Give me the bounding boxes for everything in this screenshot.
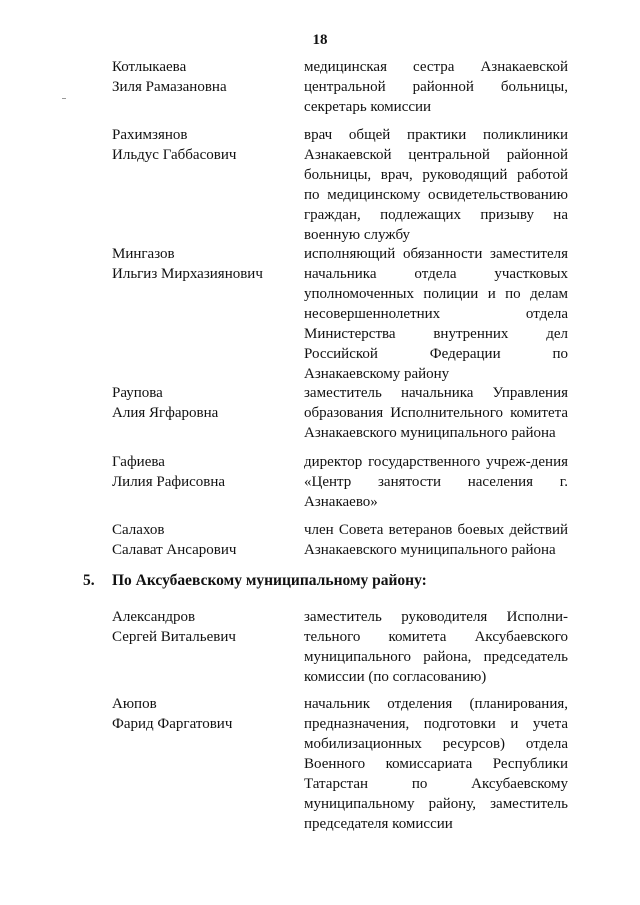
commission-member-entry [112, 520, 568, 560]
member-surname: Салахов [112, 522, 165, 538]
member-surname: Аюпов [112, 696, 157, 712]
commission-member-entry [112, 694, 568, 834]
member-surname: Котлыкаева [112, 59, 187, 75]
commission-member-entry [112, 383, 568, 443]
commission-member-entry [112, 125, 568, 245]
member-given-name: Сергей Витальевич [112, 629, 236, 645]
member-role: исполняющий обязанности заместителя начальника отдела участковых уполномоченных полиции и по делам несовершеннолетних отдела Министерства внутренних дел Российской Федерации по Азнакаевскому району [304, 246, 568, 382]
member-name [112, 452, 304, 512]
member-name [112, 57, 304, 117]
commission-member-entry [112, 452, 568, 512]
member-surname: Александров [112, 609, 196, 625]
section-heading [83, 572, 427, 590]
commission-member-entry [112, 244, 568, 384]
member-role: медицинская сестра Азнакаевской центральной районной больницы, секретарь комиссии [304, 59, 568, 115]
section-number: 5. [83, 572, 95, 589]
member-role: врач общей практики поликлиники Азнакаевской центральной районной больницы, врач, руководящий работой по медицинскому освидетельствованию граждан, подлежащих призыву на военную службу [304, 127, 568, 243]
member-name [112, 125, 304, 245]
member-given-name: Лилия Рафисовна [112, 474, 226, 490]
member-role: заместитель начальника Управления образования Исполнительного комитета Азнакаевского муниципального района [304, 385, 568, 441]
member-name [112, 607, 304, 687]
margin-mark [62, 98, 66, 99]
member-role: заместитель руководителя Исполни-тельного комитета Аксубаевского муниципального района, председатель комиссии (по согласованию) [304, 609, 568, 685]
section-title: По Аксубаевскому муниципальному району: [112, 572, 427, 589]
member-name [112, 383, 304, 443]
member-given-name: Зиля Рамазановна [112, 79, 227, 95]
member-role: директор государственного учреж-дения «Центр занятости населения г. Азнакаево» [304, 454, 568, 510]
member-given-name: Ильдус Габбасович [112, 147, 237, 163]
member-given-name: Алия Ягфаровна [112, 405, 219, 421]
page-number: 18 [312, 32, 328, 48]
member-given-name: Фарид Фаргатович [112, 716, 233, 732]
member-role: начальник отделения (планирования, предназначения, подготовки и учета мобилизационных ресурсов) отдела Военного комиссариата Республики Татарстан по Аксубаевскому муниципальному району, заместитель председателя комиссии [304, 696, 568, 832]
member-given-name: Салават Ансарович [112, 542, 237, 558]
member-surname: Раупова [112, 385, 163, 401]
member-name [112, 694, 304, 834]
commission-member-entry [112, 57, 568, 117]
commission-member-entry [112, 607, 568, 687]
member-surname: Гафиева [112, 454, 165, 470]
member-given-name: Ильгиз Мирхазиянович [112, 266, 263, 282]
member-role: член Совета ветеранов боевых действий Азнакаевского муниципального района [304, 522, 568, 558]
member-name [112, 520, 304, 560]
member-name [112, 244, 304, 384]
member-surname: Мингазов [112, 246, 175, 262]
member-surname: Рахимзянов [112, 127, 188, 143]
